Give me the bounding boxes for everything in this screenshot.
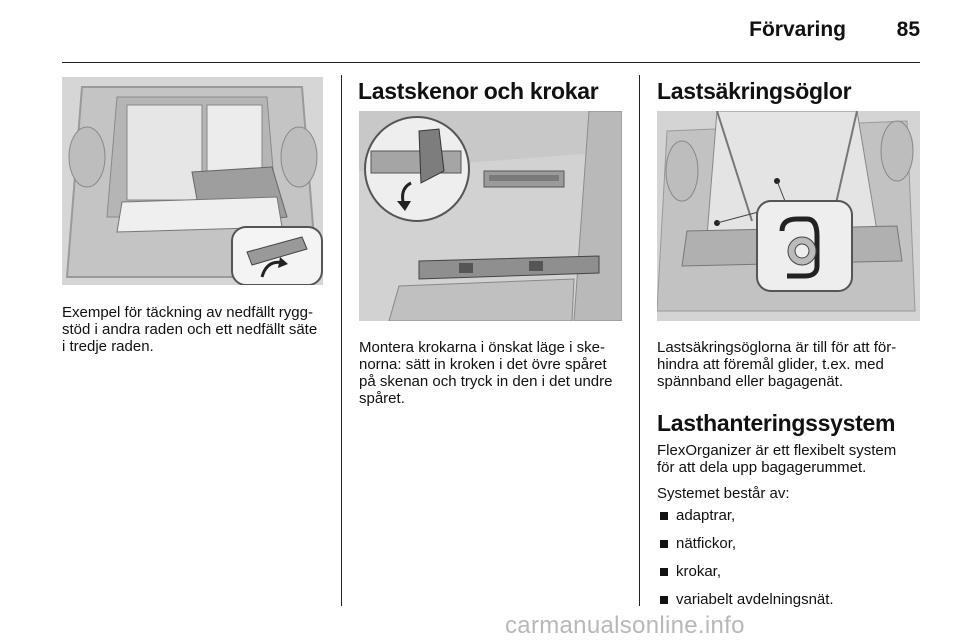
paragraph-lastsakringsoglor: Lastsäkringsöglorna är till för att för- hindra att föremål glider, t.ex. med spännband eller bagagenät. [657,339,897,390]
page-title: Förvaring [749,18,846,41]
load-rails-illustration [359,111,622,321]
list-intro: Systemet består av: [657,485,790,502]
figure-lashing-eyes [657,111,920,321]
list-item-text: krokar, [676,563,722,580]
watermark: carmanualsonline.info [505,612,745,639]
heading-lastskenor: Lastskenor och krokar [358,78,599,104]
column-divider-1 [341,75,342,606]
header-rule [62,62,920,63]
page-number: 85 [896,18,920,41]
list-item-text: adaptrar, [676,507,736,524]
figure-cargo-cover [62,77,323,285]
list-item [657,563,922,591]
component-list [657,507,922,619]
figure-load-rails [359,111,622,321]
heading-lastsakringsoglor: Lastsäkringsöglor [657,78,852,104]
list-item [657,507,922,535]
list-item-text: variabelt avdelningsnät. [676,591,834,608]
figure-caption: Exempel för täckning av nedfällt rygg- stöd i andra raden och ett nedfällt säte i tredje raden. [62,304,318,355]
list-item-text: nätfickor, [676,535,737,552]
paragraph-lastskenor: Montera krokarna i önskat läge i ske- norna: sätt in kroken i det övre spåret på skenan och tryck in den i det undre spåret. [359,339,613,407]
bullet-square-icon [660,568,668,576]
paragraph-lasthanteringssystem: FlexOrganizer är ett flexibelt system för att dela upp bagagerummet. [657,442,897,476]
bullet-square-icon [660,596,668,604]
list-item [657,535,922,563]
heading-lasthanteringssystem: Lasthanteringssystem [657,410,896,436]
column-divider-2 [639,75,640,606]
lashing-eyes-illustration [657,111,920,321]
cargo-cover-illustration [62,77,323,285]
bullet-square-icon [660,512,668,520]
bullet-square-icon [660,540,668,548]
page-header [0,0,960,62]
